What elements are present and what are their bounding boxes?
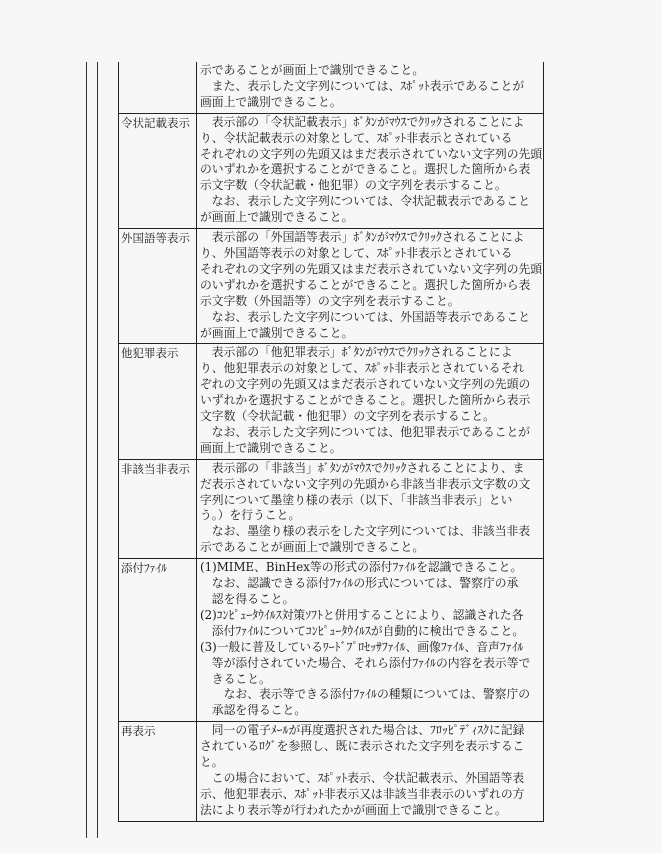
text-line: 文字数（令状記載・他犯罪）の文字列を表示すること。 — [200, 409, 495, 424]
table-row — [119, 344, 544, 459]
text-line: ぞれの文字列の先頭又はまだ表示されていない文字列の先頭の — [200, 377, 531, 392]
text-line: なお、認識できる添付ﾌｧｲﾙの形式については、警察庁の承 — [200, 576, 519, 591]
text-line: のいずれかを選択することができること。選択した箇所から表 — [200, 277, 531, 292]
row-description — [197, 113, 544, 228]
text-line: (3)一般に普及しているﾜｰﾄﾞﾌﾟﾛｾｯｻﾌｧｲﾙ、画像ﾌｧｲﾙ、音声ﾌｧｲﾙ — [200, 639, 524, 654]
text-line: 示であることが画面上で識別できること。 — [200, 540, 425, 555]
text-line: う。）を行うこと。 — [200, 508, 301, 523]
row-description — [197, 62, 544, 113]
text-line: (2)ｺﾝﾋﾟｭｰﾀｳｲﾙｽ対策ｿﾌﾄと併用することにより、認識された各 — [200, 607, 524, 622]
text-line: されているﾛｸﾞを参照し、既に表示された文字列を表示するこ — [200, 739, 525, 754]
text-line: なお、表示した文字列については、外国語等表示であること — [200, 309, 531, 324]
table-row — [119, 459, 544, 558]
text-line: だ表示されていない文字列の先頭から非該当非表示文字数の文 — [200, 476, 531, 491]
text-line: と。 — [200, 755, 224, 770]
text-line: 表示部の「外国語等表示」ﾎﾞﾀﾝがﾏｳｽでｸﾘｯｸされることによ — [200, 230, 525, 245]
text-line: きること。 — [200, 671, 271, 686]
text-line: が画面上で識別できること。 — [200, 325, 354, 340]
text-line: 示文字数（外国語等）の文字列を表示すること。 — [200, 293, 460, 308]
text-line: それぞれの文字列の先頭又はまだ表示されていない文字列の先頭 — [200, 146, 543, 161]
text-line: なお、表示した文字列については、令状記載表示であること — [200, 194, 531, 209]
row-label: 外国語等表示 — [119, 229, 197, 344]
text-line: が画面上で識別できること。 — [200, 210, 354, 225]
text-line: 示であることが画面上で識別できること。 — [200, 63, 425, 77]
text-line: 認を得ること。 — [200, 592, 295, 606]
text-line: 添付ﾌｧｲﾙについてｺﾝﾋﾟｭｰﾀｳｲﾙｽが自動的に検出できること。 — [200, 623, 525, 638]
row-label: 再表示 — [119, 722, 197, 821]
row-label — [119, 62, 197, 113]
table-row — [119, 722, 544, 821]
text-line: いずれかを選択することができること。選択した箇所から表示 — [200, 393, 531, 408]
text-line: り、外国語等表示の対象として、ｽﾎﾟｯﾄ非表示とされている — [200, 245, 513, 260]
text-line: また、表示した文字列については、ｽﾎﾟｯﾄ表示であることが — [200, 78, 525, 93]
text-line: 字列について墨塗り様の表示（以下、「非該当非表示」とい — [200, 492, 513, 507]
row-description — [197, 722, 544, 821]
row-label: 添付ﾌｧｲﾙ — [119, 559, 197, 722]
row-description — [197, 559, 544, 722]
text-line: 承認を得ること。 — [200, 703, 307, 718]
table-row — [119, 559, 544, 722]
row-description — [197, 229, 544, 344]
row-label: 令状記載表示 — [119, 113, 197, 228]
text-line: なお、墨塗り様の表示をした文字列については、非該当非表 — [200, 524, 531, 539]
row-label: 他犯罪表示 — [119, 344, 197, 459]
row-description — [197, 344, 544, 459]
text-line: 示、他犯罪表示、ｽﾎﾟｯﾄ非表示又は非該当非表示のいずれの方 — [200, 786, 525, 801]
table-row — [119, 113, 544, 228]
table-row — [119, 62, 544, 113]
text-line: この場合において、ｽﾎﾟｯﾄ表示、令状記載表示、外国語等表 — [200, 770, 525, 785]
text-line: 表示部の「非該当」ﾎﾞﾀﾝがﾏｳｽでｸﾘｯｸされることにより、ま — [200, 460, 525, 475]
text-line: なお、表示等できる添付ﾌｧｲﾙの種類については、警察庁の — [200, 687, 531, 702]
text-line: り、令状記載表示の対象として、ｽﾎﾟｯﾄ非表示とされている — [200, 130, 513, 145]
text-line: 画面上で識別できること。 — [200, 94, 342, 109]
text-line: それぞれの文字列の先頭又はまだ表示されていない文字列の先頭 — [200, 261, 543, 276]
text-line: 法により表示等が行われたかが画面上で識別できること。 — [200, 802, 507, 817]
text-line: のいずれかを選択することができること。選択した箇所から表 — [200, 162, 531, 177]
text-line: 表示部の「令状記載表示」ﾎﾞﾀﾝがﾏｳｽでｸﾘｯｸされることによ — [200, 114, 525, 129]
margin-rule-inner — [97, 62, 98, 838]
spec-table — [118, 62, 544, 822]
margin-rule-outer — [86, 62, 87, 838]
text-line: 表示部の「他犯罪表示」ﾎﾞﾀﾝがﾏｳｽでｸﾘｯｸされることによ — [200, 345, 513, 360]
text-line: 同一の電子ﾒｰﾙが再度選択された場合は、ﾌﾛｯﾋﾟﾃﾞｨｽｸに記録 — [200, 723, 525, 738]
row-label: 非該当非表示 — [119, 459, 197, 558]
text-line: 画面上で識別できること。 — [200, 440, 342, 455]
text-line: なお、表示した文字列については、他犯罪表示であることが — [200, 424, 531, 439]
text-line: 等が添付されていた場合、それら添付ﾌｧｲﾙの内容を表示等で — [200, 655, 531, 670]
table-row — [119, 229, 544, 344]
row-description — [197, 459, 544, 558]
text-line: り、他犯罪表示の対象として、ｽﾎﾟｯﾄ非表示とされているそれ — [200, 361, 525, 376]
text-line: (1)MIME、BinHex等の形式の添付ﾌｧｲﾙを認識できること。 — [200, 560, 523, 575]
text-line: 示文字数（令状記載・他犯罪）の文字列を表示すること。 — [200, 178, 507, 193]
